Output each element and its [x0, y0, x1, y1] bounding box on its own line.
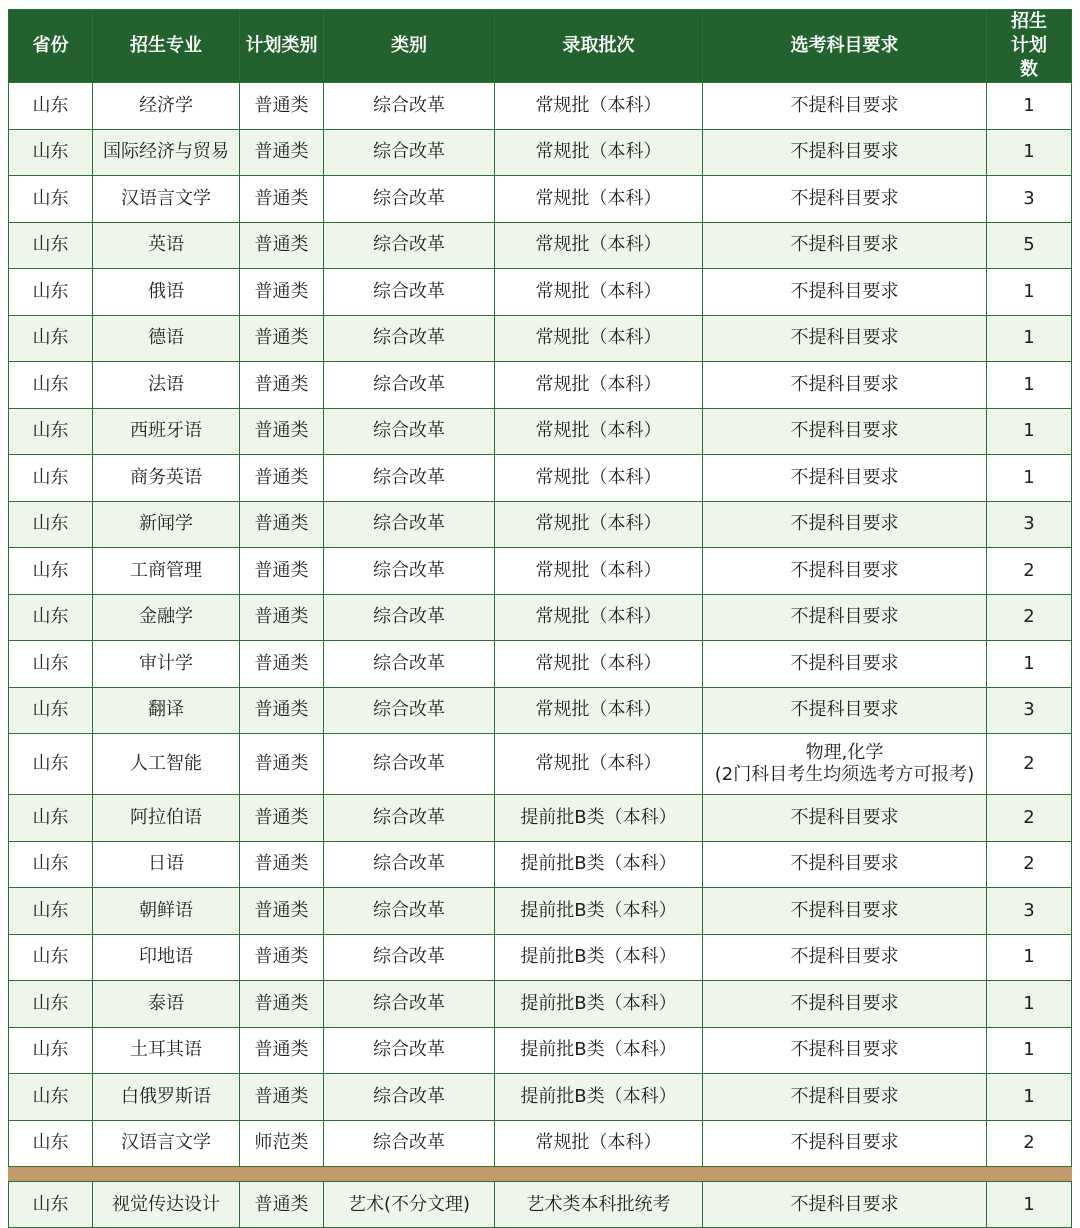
- cell-province: 山东: [9, 176, 93, 223]
- cell-count: 1: [987, 934, 1072, 981]
- header-plan-type: 计划类别: [240, 10, 324, 83]
- cell-plan-type: 普通类: [240, 1027, 324, 1074]
- cell-province: 山东: [9, 1074, 93, 1121]
- header-row: [9, 10, 1072, 83]
- cell-requirement: 不提科目要求: [703, 795, 987, 842]
- table-row: [9, 981, 1072, 1028]
- cell-plan-type: 普通类: [240, 362, 324, 409]
- table-row: [9, 795, 1072, 842]
- cell-category: 综合改革: [324, 83, 495, 130]
- cell-plan-type: 普通类: [240, 315, 324, 362]
- cell-major: 汉语言文学: [93, 1120, 240, 1167]
- cell-requirement: 不提科目要求: [703, 176, 987, 223]
- table-row: [9, 934, 1072, 981]
- cell-plan-type: 普通类: [240, 934, 324, 981]
- cell-count: 1: [987, 269, 1072, 316]
- cell-category: 综合改革: [324, 934, 495, 981]
- cell-province: 山东: [9, 734, 93, 795]
- cell-province: 山东: [9, 129, 93, 176]
- cell-major: 新闻学: [93, 501, 240, 548]
- cell-requirement: 不提科目要求: [703, 888, 987, 935]
- cell-requirement: 不提科目要求: [703, 315, 987, 362]
- cell-province: 山东: [9, 888, 93, 935]
- cell-count: 1: [987, 1074, 1072, 1121]
- cell-count: 1: [987, 641, 1072, 688]
- table-row: [9, 222, 1072, 269]
- cell-category: 综合改革: [324, 129, 495, 176]
- cell-count: 1: [987, 981, 1072, 1028]
- cell-category: 综合改革: [324, 269, 495, 316]
- cell-major: 经济学: [93, 83, 240, 130]
- table-row: [9, 841, 1072, 888]
- cell-plan-type: 普通类: [240, 501, 324, 548]
- cell-category: 综合改革: [324, 455, 495, 502]
- requirement-subjects: 物理,化学: [805, 742, 884, 763]
- cell-count: 2: [987, 594, 1072, 641]
- cell-batch: 常规批（本科）: [495, 548, 703, 595]
- cell-batch: 常规批（本科）: [495, 269, 703, 316]
- cell-plan-type: 普通类: [240, 222, 324, 269]
- cell-count: 1: [987, 83, 1072, 130]
- cell-category: 综合改革: [324, 795, 495, 842]
- cell-batch: 常规批（本科）: [495, 362, 703, 409]
- cell-requirement: 不提科目要求: [703, 1120, 987, 1167]
- table-row: [9, 362, 1072, 409]
- cell-category: 综合改革: [324, 501, 495, 548]
- cell-batch: 提前批B类（本科）: [495, 1027, 703, 1074]
- table-row: [9, 641, 1072, 688]
- header-count: 招生计划数: [987, 10, 1072, 83]
- requirement-note: (2门科目考生均须选考方可报考): [714, 764, 975, 785]
- cell-plan-type: 师范类: [240, 1120, 324, 1167]
- header-major: 招生专业: [93, 10, 240, 83]
- cell-count: 1: [987, 408, 1072, 455]
- cell-category: 综合改革: [324, 176, 495, 223]
- cell-batch: 常规批（本科）: [495, 129, 703, 176]
- admission-plan-table: [8, 9, 1072, 1228]
- cell-province: 山东: [9, 408, 93, 455]
- cell-plan-type: 普通类: [240, 83, 324, 130]
- cell-major: 俄语: [93, 269, 240, 316]
- cell-requirement: 不提科目要求: [703, 362, 987, 409]
- header-batch: 录取批次: [495, 10, 703, 83]
- cell-batch: 提前批B类（本科）: [495, 981, 703, 1028]
- cell-requirement: 不提科目要求: [703, 1027, 987, 1074]
- cell-category: 综合改革: [324, 888, 495, 935]
- cell-batch: 提前批B类（本科）: [495, 841, 703, 888]
- cell-requirement: 不提科目要求: [703, 641, 987, 688]
- cell-requirement: 不提科目要求: [703, 222, 987, 269]
- cell-count: 2: [987, 548, 1072, 595]
- cell-category: 综合改革: [324, 594, 495, 641]
- cell-batch: 常规批（本科）: [495, 594, 703, 641]
- cell-plan-type: 普通类: [240, 981, 324, 1028]
- cell-batch: 常规批（本科）: [495, 315, 703, 362]
- cell-province: 山东: [9, 83, 93, 130]
- table-row: [9, 408, 1072, 455]
- cell-province: 山东: [9, 687, 93, 734]
- cell-province: 山东: [9, 222, 93, 269]
- cell-requirement: 不提科目要求: [703, 129, 987, 176]
- cell-major: 朝鲜语: [93, 888, 240, 935]
- cell-province: 山东: [9, 841, 93, 888]
- cell-count: 1: [987, 315, 1072, 362]
- cell-count: 1: [987, 455, 1072, 502]
- cell-batch: 常规批（本科）: [495, 1120, 703, 1167]
- cell-count: 3: [987, 888, 1072, 935]
- cell-requirement: 不提科目要求: [703, 408, 987, 455]
- cell-count: 1: [987, 129, 1072, 176]
- cell-count: 5: [987, 222, 1072, 269]
- header-requirement: 选考科目要求: [703, 10, 987, 83]
- cell-major: 翻译: [93, 687, 240, 734]
- cell-category: 综合改革: [324, 1027, 495, 1074]
- cell-major: 德语: [93, 315, 240, 362]
- cell-requirement: 不提科目要求: [703, 455, 987, 502]
- cell-batch: 常规批（本科）: [495, 641, 703, 688]
- cell-major: 审计学: [93, 641, 240, 688]
- cell-plan-type: 普通类: [240, 1074, 324, 1121]
- cell-major: 日语: [93, 841, 240, 888]
- cell-major: 土耳其语: [93, 1027, 240, 1074]
- table-row: [9, 1027, 1072, 1074]
- cell-count: 1: [987, 362, 1072, 409]
- cell-batch: 常规批（本科）: [495, 455, 703, 502]
- cell-requirement: 不提科目要求: [703, 1182, 987, 1228]
- table-row: [9, 1120, 1072, 1167]
- cell-count: 2: [987, 795, 1072, 842]
- cell-plan-type: 普通类: [240, 594, 324, 641]
- cell-category: 综合改革: [324, 641, 495, 688]
- cell-plan-type: 普通类: [240, 841, 324, 888]
- table-row: [9, 594, 1072, 641]
- cell-major: 人工智能: [93, 734, 240, 795]
- table-row: [9, 83, 1072, 130]
- cell-batch: 艺术类本科批统考: [495, 1182, 703, 1228]
- table-row: [9, 455, 1072, 502]
- cell-province: 山东: [9, 641, 93, 688]
- cell-batch: 提前批B类（本科）: [495, 795, 703, 842]
- table-row: [9, 315, 1072, 362]
- cell-count: 3: [987, 176, 1072, 223]
- cell-major: 视觉传达设计: [93, 1182, 240, 1228]
- cell-requirement: 不提科目要求: [703, 594, 987, 641]
- header-category: 类别: [324, 10, 495, 83]
- cell-category: 综合改革: [324, 981, 495, 1028]
- cell-count: 2: [987, 841, 1072, 888]
- cell-province: 山东: [9, 269, 93, 316]
- cell-plan-type: 普通类: [240, 269, 324, 316]
- separator-bar: [9, 1167, 1072, 1182]
- cell-province: 山东: [9, 981, 93, 1028]
- cell-batch: 常规批（本科）: [495, 176, 703, 223]
- cell-major: 英语: [93, 222, 240, 269]
- cell-plan-type: 普通类: [240, 795, 324, 842]
- cell-province: 山东: [9, 795, 93, 842]
- table-row: [9, 1182, 1072, 1228]
- cell-category: 综合改革: [324, 362, 495, 409]
- cell-requirement: 不提科目要求: [703, 687, 987, 734]
- cell-plan-type: 普通类: [240, 129, 324, 176]
- cell-requirement: 不提科目要求: [703, 83, 987, 130]
- cell-major: 商务英语: [93, 455, 240, 502]
- cell-plan-type: 普通类: [240, 408, 324, 455]
- cell-category: 综合改革: [324, 548, 495, 595]
- cell-province: 山东: [9, 1027, 93, 1074]
- cell-major: 白俄罗斯语: [93, 1074, 240, 1121]
- cell-major: 工商管理: [93, 548, 240, 595]
- cell-major: 印地语: [93, 934, 240, 981]
- cell-plan-type: 普通类: [240, 888, 324, 935]
- cell-province: 山东: [9, 594, 93, 641]
- table-row: [9, 269, 1072, 316]
- cell-batch: 提前批B类（本科）: [495, 1074, 703, 1121]
- section-separator: [9, 1167, 1072, 1182]
- cell-major: 金融学: [93, 594, 240, 641]
- table-row: [9, 176, 1072, 223]
- cell-province: 山东: [9, 548, 93, 595]
- cell-category: 综合改革: [324, 1120, 495, 1167]
- cell-count: 2: [987, 1120, 1072, 1167]
- table-row: [9, 129, 1072, 176]
- cell-province: 山东: [9, 362, 93, 409]
- cell-province: 山东: [9, 1182, 93, 1228]
- cell-requirement: 不提科目要求: [703, 1074, 987, 1121]
- cell-plan-type: 普通类: [240, 1182, 324, 1228]
- cell-count: 1: [987, 1182, 1072, 1228]
- cell-category: 艺术(不分文理): [324, 1182, 495, 1228]
- cell-requirement: 不提科目要求: [703, 841, 987, 888]
- cell-province: 山东: [9, 934, 93, 981]
- cell-requirement: 不提科目要求: [703, 548, 987, 595]
- table-row: [9, 734, 1072, 795]
- cell-batch: 提前批B类（本科）: [495, 888, 703, 935]
- cell-province: 山东: [9, 315, 93, 362]
- cell-count: 3: [987, 501, 1072, 548]
- cell-plan-type: 普通类: [240, 455, 324, 502]
- cell-count: 1: [987, 1027, 1072, 1074]
- cell-plan-type: 普通类: [240, 687, 324, 734]
- cell-requirement: [703, 734, 987, 795]
- cell-batch: 提前批B类（本科）: [495, 934, 703, 981]
- cell-requirement: 不提科目要求: [703, 981, 987, 1028]
- table-row: [9, 888, 1072, 935]
- cell-category: 综合改革: [324, 408, 495, 455]
- cell-category: 综合改革: [324, 222, 495, 269]
- table-row: [9, 687, 1072, 734]
- cell-requirement: 不提科目要求: [703, 269, 987, 316]
- cell-plan-type: 普通类: [240, 734, 324, 795]
- cell-major: 法语: [93, 362, 240, 409]
- cell-requirement: 不提科目要求: [703, 501, 987, 548]
- cell-batch: 常规批（本科）: [495, 83, 703, 130]
- table-row: [9, 501, 1072, 548]
- cell-plan-type: 普通类: [240, 548, 324, 595]
- cell-batch: 常规批（本科）: [495, 734, 703, 795]
- table-row: [9, 548, 1072, 595]
- cell-category: 综合改革: [324, 315, 495, 362]
- cell-batch: 常规批（本科）: [495, 408, 703, 455]
- cell-category: 综合改革: [324, 734, 495, 795]
- header-province: 省份: [9, 10, 93, 83]
- cell-count: 3: [987, 687, 1072, 734]
- cell-batch: 常规批（本科）: [495, 222, 703, 269]
- cell-major: 国际经济与贸易: [93, 129, 240, 176]
- table-row: [9, 1074, 1072, 1121]
- cell-batch: 常规批（本科）: [495, 501, 703, 548]
- cell-requirement: 不提科目要求: [703, 934, 987, 981]
- cell-province: 山东: [9, 455, 93, 502]
- cell-plan-type: 普通类: [240, 176, 324, 223]
- cell-plan-type: 普通类: [240, 641, 324, 688]
- cell-count: 2: [987, 734, 1072, 795]
- cell-major: 汉语言文学: [93, 176, 240, 223]
- cell-category: 综合改革: [324, 841, 495, 888]
- cell-major: 阿拉伯语: [93, 795, 240, 842]
- cell-province: 山东: [9, 501, 93, 548]
- cell-category: 综合改革: [324, 687, 495, 734]
- cell-major: 泰语: [93, 981, 240, 1028]
- cell-province: 山东: [9, 1120, 93, 1167]
- cell-major: 西班牙语: [93, 408, 240, 455]
- cell-category: 综合改革: [324, 1074, 495, 1121]
- cell-batch: 常规批（本科）: [495, 687, 703, 734]
